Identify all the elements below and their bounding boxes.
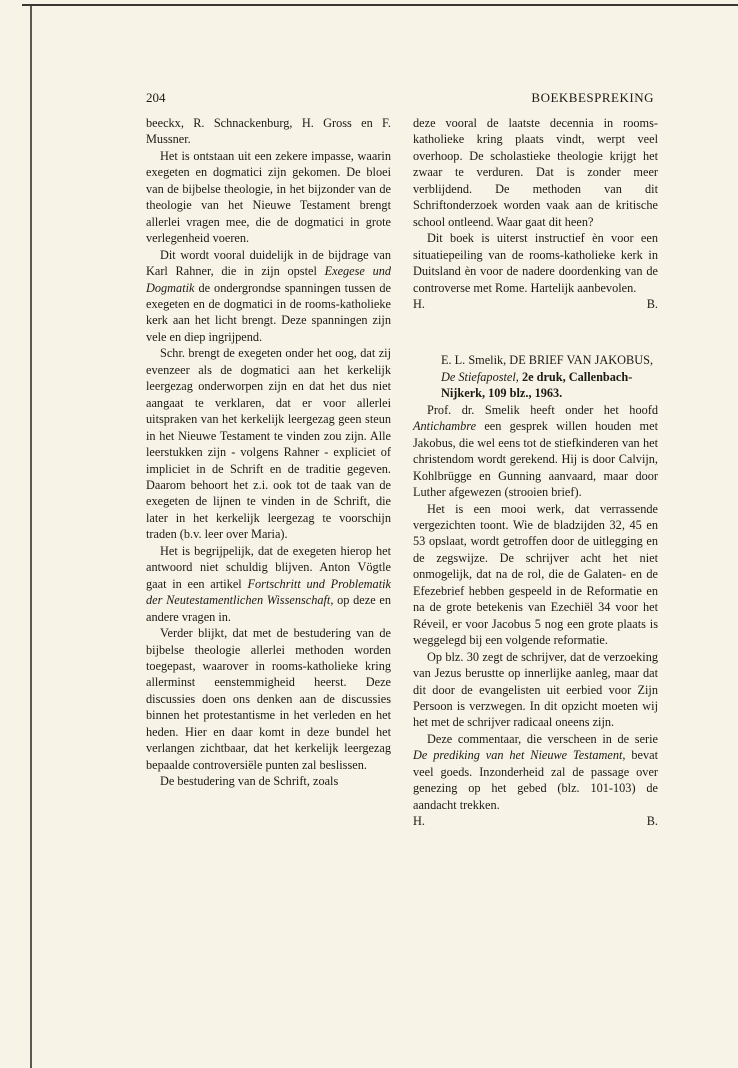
right-paragraph-2: Dit boek is uiterst instructief èn voor een situatiepeiling van de rooms-katholieke kerk in Duitsland èn voor de nadere doordenking van de controverse met Rome. Hartelijk aanbevolen. — [413, 231, 658, 295]
running-head: BOEKBESPREKING — [531, 90, 654, 105]
left-p5-text-a: Het is begrijpelijk, dat de exegeten hierop het antwoord niet schuldig blijven. Anton Vögtle gaat in een artikel — [146, 543, 391, 591]
left-p3-title: Exegese und Dogmatik — [146, 264, 392, 295]
signature-2-left: H. — [413, 814, 425, 829]
right-paragraph-5: Op blz. 30 zegt de schrijver, dat de verzoeking van Jezus berustte op innerlijke aanleg, maar dat dit door de evangelisten uit eerbied voor Zijn Persoon is verzwegen. In dit opzicht moeten wij het met de schrijver radicaal oneens zijn. — [413, 649, 658, 730]
signature-1-right: B. — [646, 296, 658, 311]
signature-2 — [413, 813, 658, 829]
right-paragraph-1: deze vooral de laatste decennia in rooms-katholieke kring plaats vindt, werpt veel overhoop. De scholastieke theologie krijgt het zwaar te verduren. Dat is zonder meer verblijdend. De methoden van dit Schriftonderzoek worden vaak aan de kritische school ontleend. Waar gaat dit heen? — [413, 116, 658, 229]
scan-edge-left — [30, 6, 32, 1068]
review-series: De Stiefapostel, — [441, 369, 519, 384]
right-p3-title: Antichambre — [413, 419, 477, 434]
right-p3-text-b: een gesprek willen houden met Jakobus, die wel eens tot de stiefkinderen van het christendom wordt gerekend. Hij is door Calvijn, Kohlbrügge en Gunning aanvaard, maar door Luther afgewezen (strooien brief). — [413, 419, 658, 500]
review-details: 2e druk, Callenbach-Nijkerk, 109 blz., 1963. — [441, 369, 633, 401]
left-column — [146, 115, 391, 790]
left-paragraph-3 — [146, 247, 391, 346]
left-p5-text-b: op deze en andere vragen in. — [146, 593, 391, 624]
left-p3-text-a: Dit wordt vooral duidelijk in de bijdrage van Karl Rahner, die in zijn opstel — [146, 247, 391, 279]
left-paragraph-6: Verder blijkt, dat met de bestudering van de bijbelse theologie allerlei methoden worden toegepast, waarover in rooms-katholieke kring allerminst eenstemmigheid heerst. Deze discussies doen ons denken aan de discussies binnen het protestantisme in het verleden en het heden. Hier en daar komt in deze bundel het verlangen zichtbaar, dat het kerkelijk leergezag bepaalde controversiële punten zal beslissen. — [146, 626, 391, 772]
signature-1-left: H. — [413, 296, 425, 311]
right-p6-text-b: bevat veel goeds. Inzonderheid zal de passage over genezing op het gebed (blz. 101-103) de aandacht trekken. — [413, 748, 658, 812]
left-paragraph-4: Schr. brengt de exegeten onder het oog, dat zij evenzeer als de dogmatici aan het kerkelijk leergezag onderworpen zijn en dat het dus niet aangaat te verklaren, dat er voor allerlei uitspraken van het kerkelijk leergezag geen steun in het Nieuwe Testament te vinden zou zijn. Alle leerstukken zijn - volgens Rahner - expliciet of impliciet in de Schrift en de traditie gegeven. Daarom behoort het z.i. ook tot de taak van de exegeten de lijnen te vinden in de Schrift, die later in het kerkelijk leergezag te voorschijn traden (b.v. leer over Maria). — [146, 346, 391, 542]
right-paragraph-3 — [413, 402, 658, 501]
right-p3-text-a: Prof. dr. Smelik heeft onder het hoofd — [427, 402, 658, 417]
signature-2-right: B. — [646, 814, 658, 829]
left-p3-text-b: de ondergrondse spanningen tussen de exegeten en de dogmatici in de rooms-katholieke kerk aan het licht brengt. Deze spanningen zijn vele en diep ingrijpend. — [146, 280, 391, 344]
right-column — [413, 115, 658, 830]
right-p6-text-a: Deze commentaar, die verscheen in de serie — [427, 731, 658, 746]
left-p5-title: Fortschritt und Problematik der Neutestamentlichen Wissenschaft, — [146, 576, 391, 608]
right-paragraph-6 — [413, 731, 658, 813]
right-p6-title: De prediking van het Nieuwe Testament, — [413, 748, 626, 763]
right-paragraph-4: Het is een mooi werk, dat verrassende vergezichten toont. Wie de bladzijden 32, 45 en 53 opslaat, wordt getroffen door de uitlegging en de zegswijze. De schrijver acht het niet onmogelijk, dat na de rol, die de Galaten- en de Efezebrief hebben gespeeld in de Reformatie en na de grote betekenis van Ezechiël 34 voor het Réveil, er voor Jacobus 5 nog een grote plaats is weggelegd bij een volgende reformatie. — [413, 501, 658, 648]
left-paragraph-5 — [146, 543, 391, 625]
left-paragraph-7: De bestudering van de Schrift, zoals — [160, 774, 339, 789]
signature-1 — [413, 296, 658, 312]
page-number: 204 — [146, 90, 166, 105]
scan-edge-top — [22, 4, 738, 6]
review-heading — [413, 352, 658, 401]
left-paragraph-2: Het is ontstaan uit een zekere impasse, waarin exegeten en dogmatici zijn gekomen. De bloei van de bijbelse theologie, in het bijzonder van de theologie van het Nieuwe Testament brengt allerlei vragen mee, die de dogmatici in grote verlegenheid voeren. — [146, 148, 391, 246]
review-author: E. L. Smelik, DE BRIEF VAN JAKOBUS, — [441, 353, 654, 368]
left-paragraph-1: beeckx, R. Schnackenburg, H. Gross en F. Mussner. — [146, 116, 391, 147]
